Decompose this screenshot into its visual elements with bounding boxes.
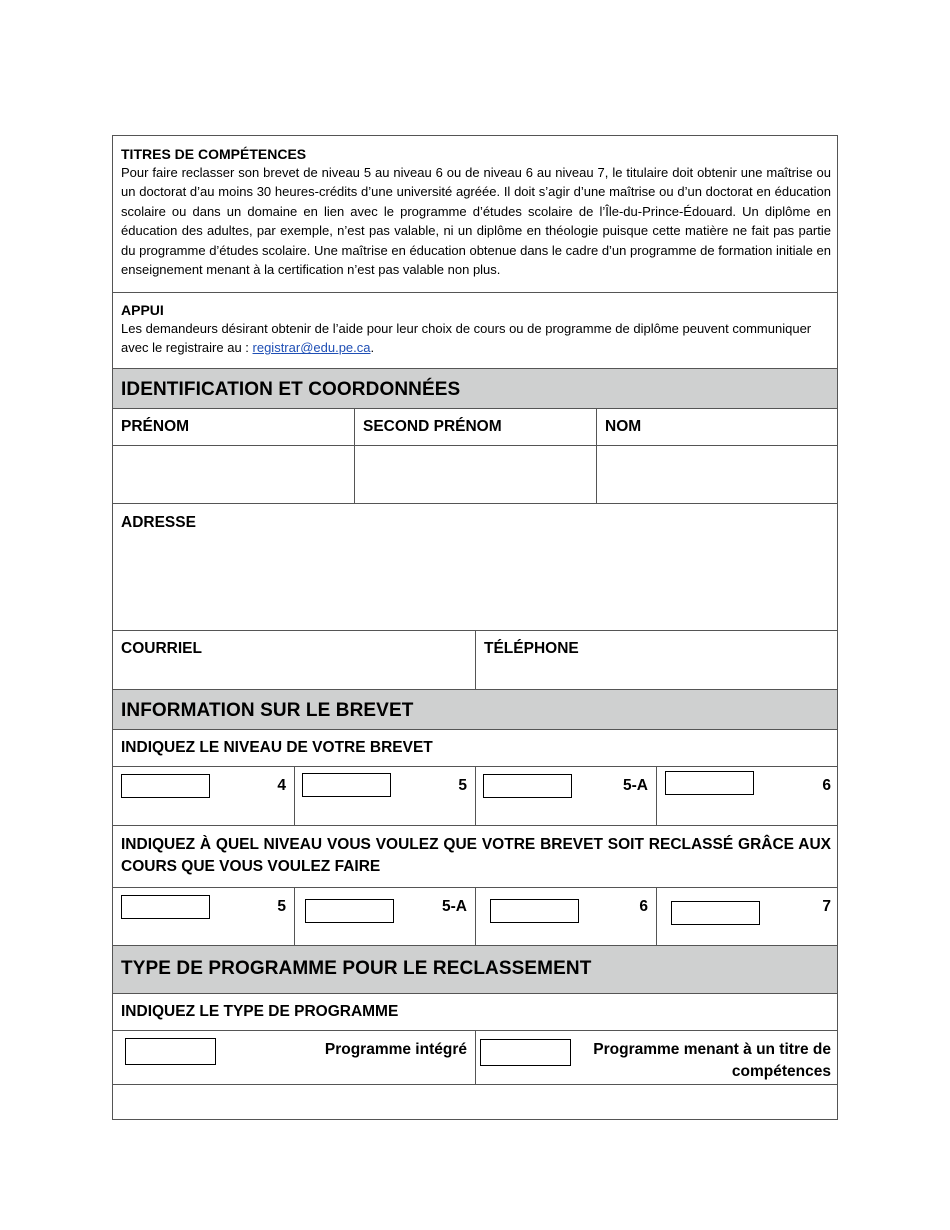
programme-integre-checkbox[interactable] bbox=[125, 1038, 216, 1065]
programme-titre-checkbox[interactable] bbox=[480, 1039, 571, 1066]
current-level-5a-checkbox[interactable] bbox=[483, 774, 572, 798]
target-level-option bbox=[656, 888, 839, 945]
contact-row bbox=[113, 631, 837, 690]
current-level-4-checkbox[interactable] bbox=[121, 774, 210, 798]
appui-body-paragraph bbox=[121, 319, 821, 358]
target-level-options-row bbox=[113, 888, 837, 946]
programme-titre-label: Programme menant à un titre de compétences bbox=[593, 1041, 831, 1080]
adresse-field[interactable] bbox=[113, 504, 837, 631]
brevet-section-header bbox=[113, 690, 837, 730]
programme-option-titre bbox=[475, 1031, 839, 1084]
name-inputs-row bbox=[113, 446, 837, 504]
programme-section-header bbox=[113, 946, 837, 994]
nom-label: NOM bbox=[605, 418, 642, 435]
target-level-7-checkbox[interactable] bbox=[671, 901, 760, 925]
name-labels-row bbox=[113, 409, 837, 446]
brevet-q1-row bbox=[113, 730, 837, 767]
application-form bbox=[112, 135, 838, 1120]
programme-option-integre bbox=[113, 1031, 475, 1084]
telephone-label: TÉLÉPHONE bbox=[484, 640, 579, 657]
appui-section bbox=[113, 293, 837, 369]
current-level-6-label: 6 bbox=[822, 777, 831, 794]
target-level-7-label: 7 bbox=[822, 898, 831, 915]
target-level-option bbox=[294, 888, 475, 945]
target-level-5a-checkbox[interactable] bbox=[305, 899, 394, 923]
brevet-q1-label: INDIQUEZ LE NIVEAU DE VOTRE BREVET bbox=[121, 739, 433, 756]
target-level-6-label: 6 bbox=[639, 898, 648, 915]
target-level-option bbox=[475, 888, 656, 945]
identification-title: IDENTIFICATION ET COORDONNÉES bbox=[121, 379, 461, 400]
current-level-5-checkbox[interactable] bbox=[302, 773, 391, 797]
appui-body: Les demandeurs désirant obtenir de l’aide pour leur choix de cours ou de programme de diplôme peuvent communiquer avec le registraire au : bbox=[121, 321, 812, 356]
target-level-5-checkbox[interactable] bbox=[121, 895, 210, 919]
titres-heading: TITRES DE COMPÉTENCES bbox=[121, 146, 307, 162]
nom-label-cell bbox=[596, 409, 839, 445]
current-level-5a-label: 5-A bbox=[623, 777, 648, 794]
prenom-label-cell bbox=[113, 409, 354, 445]
current-level-option bbox=[656, 767, 839, 825]
titres-section bbox=[113, 136, 837, 293]
current-level-4-label: 4 bbox=[277, 777, 286, 794]
identification-section-header bbox=[113, 369, 837, 409]
brevet-q2-row bbox=[113, 826, 837, 888]
current-level-option bbox=[475, 767, 656, 825]
current-level-options-row bbox=[113, 767, 837, 826]
current-level-option bbox=[294, 767, 475, 825]
current-level-6-checkbox[interactable] bbox=[665, 771, 754, 795]
prenom-label: PRÉNOM bbox=[121, 418, 190, 435]
programme-integre-label: Programme intégré bbox=[324, 1041, 467, 1058]
second-prenom-field[interactable] bbox=[354, 446, 596, 503]
target-level-6-checkbox[interactable] bbox=[490, 899, 579, 923]
telephone-field[interactable] bbox=[475, 631, 839, 689]
target-level-option bbox=[113, 888, 294, 945]
appui-heading: APPUI bbox=[121, 302, 164, 318]
titres-body: Pour faire reclasser son brevet de niveau 5 au niveau 6 ou de niveau 6 au niveau 7, le titulaire doit obtenir une maîtrise ou un doctorat d’au moins 30 heures-crédits d’une université agréée. Il doit s’agir d’une maîtrise ou d’un doctorat en éducation scolaire ou dans un domaine en lien avec le programme d’études scolaire de l’Île-du-Prince-Édouard. Un diplôme en éducation des adultes, par exemple, n’est pas valable, ni un diplôme en théologie puisque cette matière ne fait pas partie du programme d’études scolaire. Une maîtrise en éducation obtenue dans le cadre d’un programme de formation initiale en enseignement menant à la certification n’est pas valable non plus. bbox=[121, 165, 831, 278]
second-prenom-label-cell bbox=[354, 409, 596, 445]
programme-options-row bbox=[113, 1031, 837, 1085]
registrar-email-link[interactable]: registrar@edu.pe.ca bbox=[252, 340, 371, 356]
current-level-5-label: 5 bbox=[458, 777, 467, 794]
adresse-label: ADRESSE bbox=[121, 514, 196, 531]
nom-field[interactable] bbox=[596, 446, 839, 503]
brevet-title: INFORMATION SUR LE BREVET bbox=[121, 700, 414, 721]
programme-title: TYPE DE PROGRAMME POUR LE RECLASSEMENT bbox=[121, 958, 592, 979]
courriel-field[interactable] bbox=[113, 631, 475, 689]
programme-q-row bbox=[113, 994, 837, 1031]
courriel-label: COURRIEL bbox=[121, 640, 202, 657]
current-level-option bbox=[113, 767, 294, 825]
target-level-5-label: 5 bbox=[277, 898, 286, 915]
brevet-q2-label: INDIQUEZ À QUEL NIVEAU VOUS VOULEZ QUE VOTRE BREVET SOIT RECLASSÉ GRÂCE AUX COURS QUE VOUS VOULEZ FAIRE bbox=[121, 836, 831, 875]
prenom-field[interactable] bbox=[113, 446, 354, 503]
appui-end: . bbox=[370, 340, 375, 356]
empty-row bbox=[113, 1085, 837, 1119]
second-prenom-label: SECOND PRÉNOM bbox=[363, 418, 502, 435]
programme-q-label: INDIQUEZ LE TYPE DE PROGRAMME bbox=[121, 1003, 399, 1020]
target-level-5a-label: 5-A bbox=[442, 898, 467, 915]
